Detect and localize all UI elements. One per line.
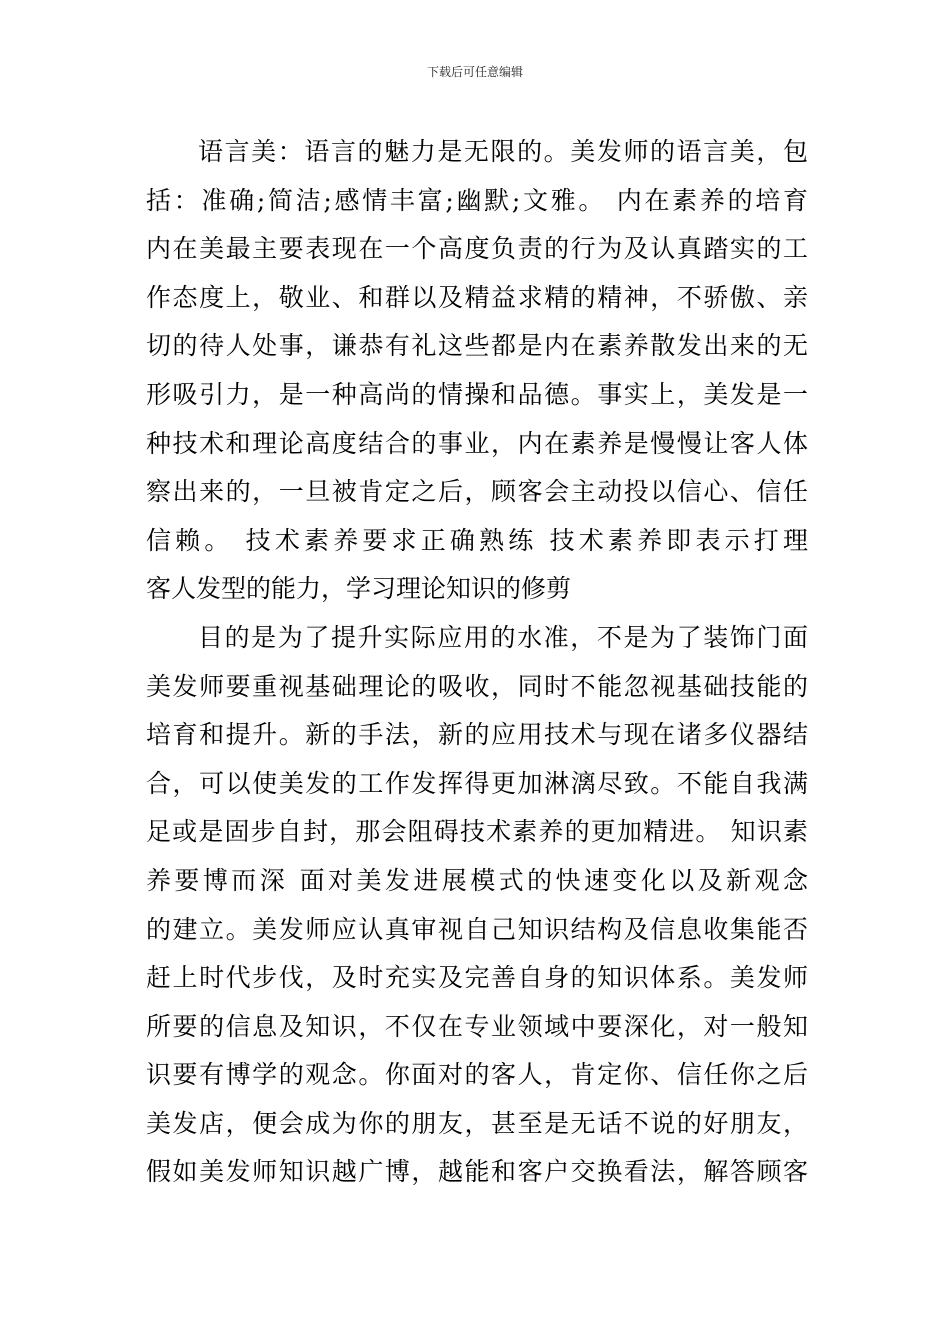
text-line: 赶上时代步伐，及时充实及完善自身的知识体系。美发师 xyxy=(146,963,808,993)
text-line: 内在美最主要表现在一个高度负责的行为及认真踏实的工 xyxy=(146,234,808,264)
paragraph-1 xyxy=(146,128,808,614)
text-line: 目的是为了提升实际应用的水准，不是为了装饰门面 xyxy=(198,622,808,652)
text-line: 识要有博学的观念。你面对的客人，肯定你、信任你之后 xyxy=(146,1060,808,1090)
text-line: 养要博而深 面对美发进展模式的快速变化以及新观念 xyxy=(146,865,808,895)
text-line: 括：准确;简洁;感情丰富;幽默;文雅。 内在素养的培育 xyxy=(146,185,808,215)
text-line: 信赖。 技术素养要求正确熟练 技术素养即表示打理 xyxy=(146,525,808,555)
text-line: 形吸引力，是一种高尚的情操和品德。事实上，美发是一 xyxy=(146,379,808,409)
text-line: 种技术和理论高度结合的事业，内在素养是慢慢让客人体 xyxy=(146,428,808,458)
text-line: 切的待人处事，谦恭有礼这些都是内在素养散发出来的无 xyxy=(146,331,808,361)
page-header: 下载后可任意编辑 xyxy=(426,65,523,79)
text-line: 合，可以使美发的工作发挥得更加淋漓尽致。不能自我满 xyxy=(146,768,808,798)
text-line: 假如美发师知识越广博，越能和客户交换看法，解答顾客 xyxy=(146,1157,808,1187)
text-line: 的建立。美发师应认真审视自己知识结构及信息收集能否 xyxy=(146,914,808,944)
document-body xyxy=(146,128,808,1197)
text-line: 美发店，便会成为你的朋友，甚至是无话不说的好朋友， xyxy=(146,1108,808,1138)
text-line: 作态度上，敬业、和群以及精益求精的精神，不骄傲、亲 xyxy=(146,282,808,312)
paragraph-2 xyxy=(146,614,808,1197)
text-line: 客人发型的能力，学习理论知识的修剪 xyxy=(146,574,572,604)
text-line: 足或是固步自封，那会阻碍技术素养的更加精进。 知识素 xyxy=(146,817,808,847)
text-line: 察出来的，一旦被肯定之后，顾客会主动投以信心、信任 xyxy=(146,477,808,507)
text-line: 所要的信息及知识，不仅在专业领域中要深化，对一般知 xyxy=(146,1011,808,1041)
text-line: 培育和提升。新的手法，新的应用技术与现在诸多仪器结 xyxy=(146,720,808,750)
text-line: 美发师要重视基础理论的吸收，同时不能忽视基础技能的 xyxy=(146,671,808,701)
text-line: 语言美：语言的魅力是无限的。美发师的语言美，包 xyxy=(198,137,808,166)
